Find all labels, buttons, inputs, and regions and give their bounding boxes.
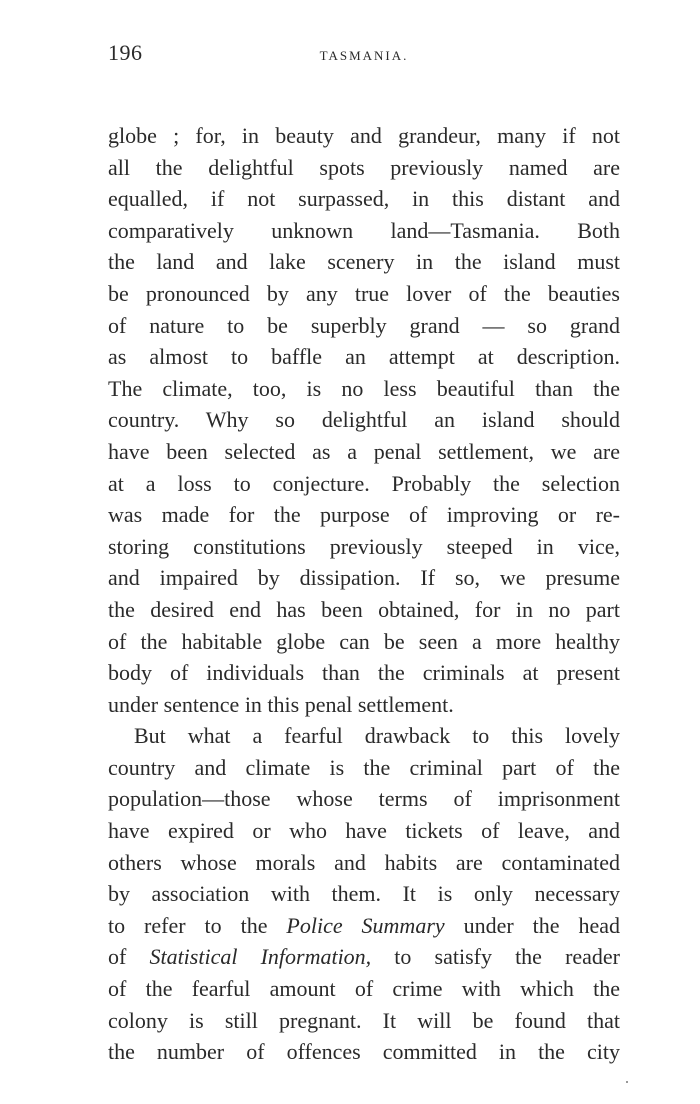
text-line: was made for the purpose of improving or re- [108,502,620,528]
text-line-police-summary [108,910,620,942]
text-line: colony is still pregnant. It will be found that [108,1007,620,1033]
text-line: the land and lake scenery in the island must [108,249,620,275]
text-line: But what a fearful drawback to this lovely [134,723,620,749]
text-run: under the head [444,912,621,938]
text-line: have been selected as a penal settlement, we are [108,438,620,464]
text-line: at a loss to conjecture. Probably the selection [108,470,620,496]
text-line: body of individuals than the criminals at present [108,660,620,686]
text-line: as almost to baffle an attempt at description. [108,344,620,370]
text-run: to satisfy the reader [371,944,621,970]
text-run: to refer to the [108,912,287,938]
text-line: equalled, if not surpassed, in this distant and [108,186,620,212]
italic-title: Police Summary [286,912,445,938]
text-line: the desired end has been obtained, for in no part [108,596,620,622]
paragraph-1 [108,120,620,720]
text-line: population—those whose terms of imprisonment [108,786,620,812]
text-line: all the delightful spots previously named are [108,154,620,180]
text-line: storing constitutions previously steeped in vice, [108,533,620,559]
italic-title: Statistical Information, [149,944,372,970]
text-line: and impaired by dissipation. If so, we presume [108,565,620,591]
paper-speck [626,1081,628,1083]
text-line: by association with them. It is only necessary [108,881,620,907]
page-header [108,36,620,72]
text-line: country. Why so delightful an island should [108,407,620,433]
text-line: have expired or who have tickets of leave, and [108,818,620,844]
text-line: others whose morals and habits are contaminated [108,849,620,875]
text-line-statistical-information [108,941,620,973]
text-run: of [108,944,150,970]
page-number: 196 [108,40,143,65]
text-line: the number of offences committed in the city [108,1039,620,1065]
text-line: The climate, too, is no less beautiful than the [108,375,620,401]
paragraph-2 [108,720,620,1068]
running-title: TASMANIA. [319,48,409,63]
text-line: of nature to be superbly grand — so grand [108,312,620,338]
book-page [108,36,620,1068]
body-text [108,120,620,1068]
text-line: globe ; for, in beauty and grandeur, many if not [108,123,620,148]
text-line: of the habitable globe can be seen a more healthy [108,628,620,654]
text-line: comparatively unknown land—Tasmania. Both [108,217,620,243]
text-line: under sentence in this penal settlement. [108,691,454,717]
text-line: be pronounced by any true lover of the beauties [108,280,620,306]
text-line: of the fearful amount of crime with which the [108,976,620,1002]
text-line: country and climate is the criminal part of the [108,754,620,780]
